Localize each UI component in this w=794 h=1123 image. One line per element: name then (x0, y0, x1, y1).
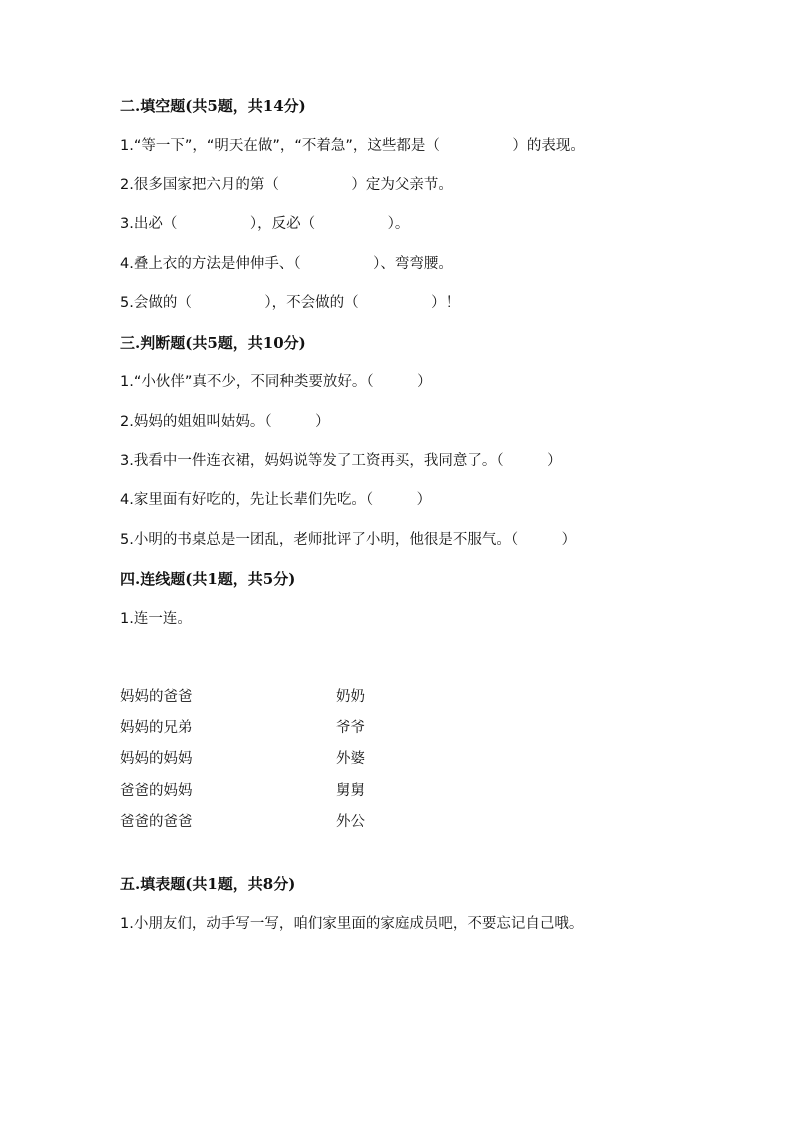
match-right-item: 舅舅 (336, 783, 365, 799)
match-left-item: 妈妈的爸爸 (120, 689, 193, 705)
question-3-4: 4.家里面有好吃的，先让长辈们先吃。（ ） (120, 492, 432, 508)
match-right-item: 外公 (336, 814, 365, 830)
match-right-item: 外婆 (336, 751, 365, 767)
match-left-item: 爸爸的爸爸 (120, 814, 193, 830)
section-2-heading: 二.填空题(共5题，共14分) (120, 97, 306, 115)
question-3-5: 5.小明的书桌总是一团乱，老师批评了小明，他很是不服气。（ ） (120, 532, 577, 548)
question-2-1: 1.“等一下”，“明天在做”，“不着急”，这些都是（ ）的表现。 (120, 138, 585, 154)
question-3-2: 2.妈妈的姐姐叫姑妈。（ ） (120, 414, 330, 430)
match-left-item: 妈妈的妈妈 (120, 751, 193, 767)
question-5-1: 1.小朋友们，动手写一写，咱们家里面的家庭成员吧，不要忘记自己哦。 (120, 916, 584, 932)
question-3-1: 1.“小伙伴”真不少，不同种类要放好。（ ） (120, 374, 432, 390)
section-4-heading: 四.连线题(共1题，共5分) (120, 570, 296, 588)
section-3-heading: 三.判断题(共5题，共10分) (120, 334, 306, 352)
question-3-3: 3.我看中一件连衣裙，妈妈说等发了工资再买，我同意了。（ ） (120, 453, 562, 469)
question-2-5: 5.会做的（ ），不会做的（ ）！ (120, 295, 461, 311)
question-4-1: 1.连一连。 (120, 611, 192, 627)
question-2-4: 4.叠上衣的方法是伸伸手、（ ）、弯弯腰。 (120, 256, 453, 272)
match-left-item: 妈妈的兄弟 (120, 720, 193, 736)
match-left-item: 爸爸的妈妈 (120, 783, 193, 799)
section-5-heading: 五.填表题(共1题，共8分) (120, 875, 296, 893)
match-right-item: 爷爷 (336, 720, 365, 736)
question-2-3: 3.出必（ ），反必（ ）。 (120, 216, 410, 232)
question-2-2: 2.很多国家把六月的第（ ）定为父亲节。 (120, 177, 453, 193)
match-right-item: 奶奶 (336, 689, 365, 705)
